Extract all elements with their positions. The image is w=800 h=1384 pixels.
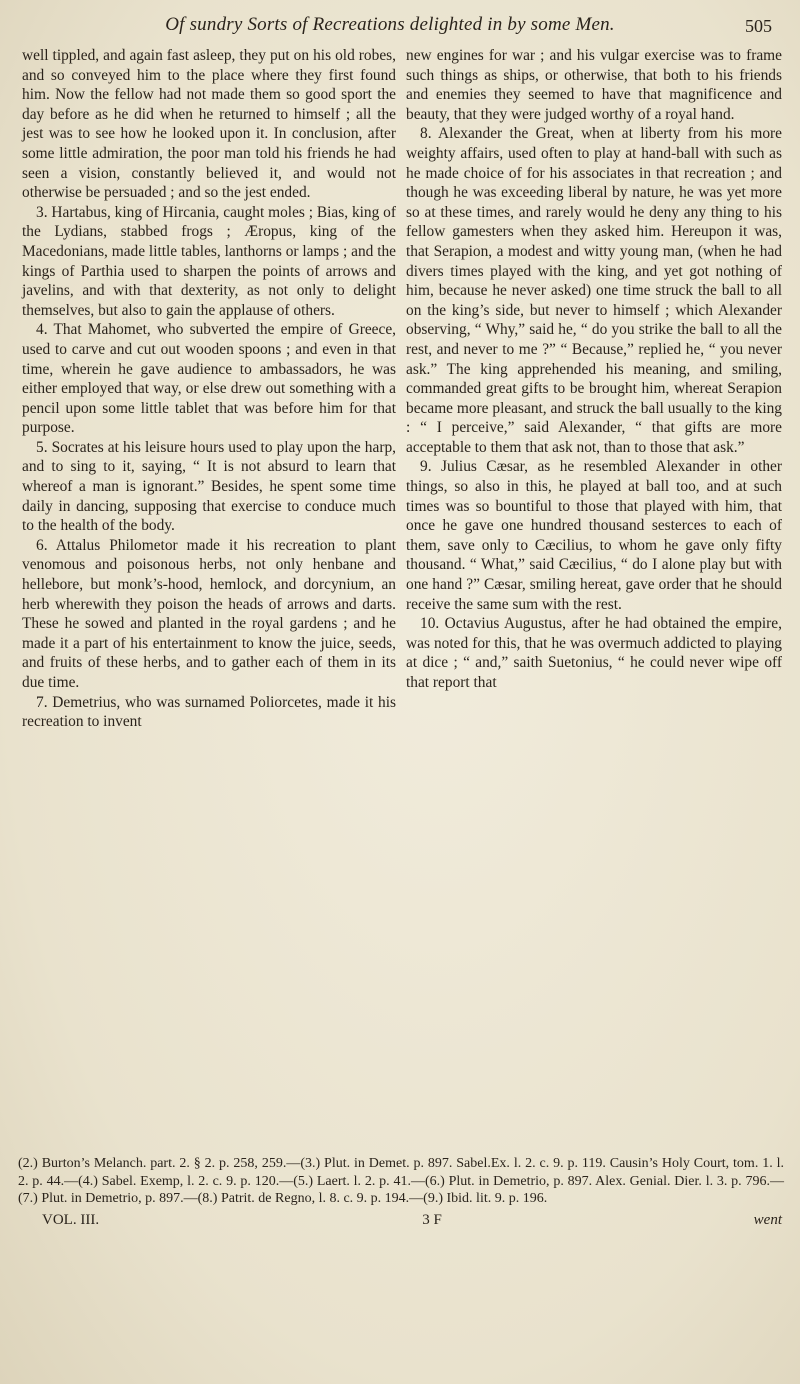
paragraph: 5. Socrates at his leisure hours used to play upon the harp, and to sing to it, saying, “ It is not absurd to learn that whereof a man is ignorant.” Besides, he spent some time daily in dancing, supposing that exercise to conduce much to the health of the body.	[22, 438, 396, 535]
paragraph: 3. Hartabus, king of Hircania, caught moles ; Bias, king of the Lydians, stabbed frogs ; Æropus, king of the Macedonians, made little tables, lanthorns or lamps ; and the kings of Parthia used to sharpen the points of arrows and javelins, and with that dexterity, as not only to delight themselves, but also to gain the applause of others.	[22, 203, 396, 319]
continued-paragraph: well tippled, and again fast asleep, they put on his old robes, and so conveyed him to the place where they first found him. Now the fellow had not made them so good sport the day before as he did when he returned to himself ; all the jest was to see how he looked upon it. In conclusion, after some little admiration, the poor man told his friends he had seen a vision, constantly believed it, and would not otherwise be persuaded ; and so the jest ended.	[22, 47, 396, 202]
page-number: 505	[745, 16, 772, 36]
footnotes	[18, 1155, 784, 1208]
paragraph: 9. Julius Cæsar, as he resembled Alexander in other things, so also in this, he played at ball too, and at such times was so bountiful to those that played with him, that once he gave one hundred thousand sesterces to each of them, save only to Cæcilius, to whom he gave only fifty thousand. “ What,” said Cæcilius, “ do I alone play but with one hand ?” Cæsar, smiling hereat, gave order that he should receive the same sum with the rest.	[406, 458, 782, 613]
signature-line	[42, 1212, 782, 1229]
left-column	[22, 46, 396, 732]
right-column	[406, 46, 782, 693]
paragraph: 8. Alexander the Great, when at liberty from his more weighty affairs, used often to play at hand-ball with such as he made choice of for his associates in that recreation ; and though he was exceeding liberal by nature, he was yet more so at these times, and rarely would he deny any thing to his fellow gamesters when they asked him. Hereupon it was, that Serapion, a modest and witty young man, (when he had divers times played with the king, and yet got nothing of him, because he never asked) one time struck the ball to all on the king’s side, but never to himself ; which Alexander observing, “ Why,” said he, “ do you strike the ball to all the rest, and never to me ?” “ Because,” replied he, “ you never ask.” The king apprehended his meaning, and smiling, commanded great gifts to be brought him, whereat Serapion became more pleasant, and struck the ball usually to the king : “ I perceive,” said Alexander, “ that gifts are more acceptable to them that ask not, than to those that ask.”	[406, 125, 782, 456]
catchword: went	[753, 1212, 782, 1228]
running-head: Of sundry Sorts of Recreations delighted in by some Men.	[165, 14, 615, 35]
footnote-text: (2.) Burton’s Melanch. part. 2. § 2. p. 258, 259.—(3.) Plut. in Demet. p. 897. Sabel.Ex. l. 2. c. 9. p. 119. Causin’s Holy Court, tom. 1. l. 2. p. 44.—(4.) Sabel. Exemp, l. 2. c. 9. p. 120.—(5.) Laert. l. 2. p. 41.—(6.) Plut. in Demetrio, p. 897. Alex. Genial. Dier. l. 3. p. 796.—(7.) Plut. in Demetrio, p. 897.—(8.) Patrit. de Regno, l. 8. c. 9. p. 194.—(9.) Ibid. lit. 9. p. 196.	[18, 1156, 784, 1206]
paragraph: 10. Octavius Augustus, after he had obtained the empire, was noted for this, that he was overmuch addicted to playing at dice ; “ and,” saith Suetonius, “ he could never wipe off that report that	[406, 615, 782, 691]
continued-paragraph: new engines for war ; and his vulgar exercise was to frame such things as ships, or otherwise, that both to his friends and enemies they seemed to have that magnificence and beauty, that they were judged worthy of a royal hand.	[406, 47, 782, 123]
paragraph: 4. That Mahomet, who subverted the empire of Greece, used to carve and cut out wooden spoons ; and even in that time, wherein he gave audience to ambassadors, he was either employed that way, or else drew out something with a pencil upon some little tablet that was before him for that purpose.	[22, 321, 396, 437]
sheet-signature: 3 F	[422, 1212, 442, 1228]
paragraph: 6. Attalus Philometor made it his recreation to plant venomous and poisonous herbs, not only henbane and hellebore, but monk’s-hood, hemlock, and dorcynium, an herb wherewith they poison the heads of arrows and darts. These he sowed and planted in the royal gardens ; and he made it a part of his entertainment to know the juice, seeds, and fruits of these herbs, and to gather each of them in its due time.	[22, 536, 396, 691]
paragraph: 7. Demetrius, who was surnamed Poliorcetes, made it his recreation to invent	[22, 693, 396, 731]
volume-signature: VOL. III.	[42, 1212, 100, 1228]
